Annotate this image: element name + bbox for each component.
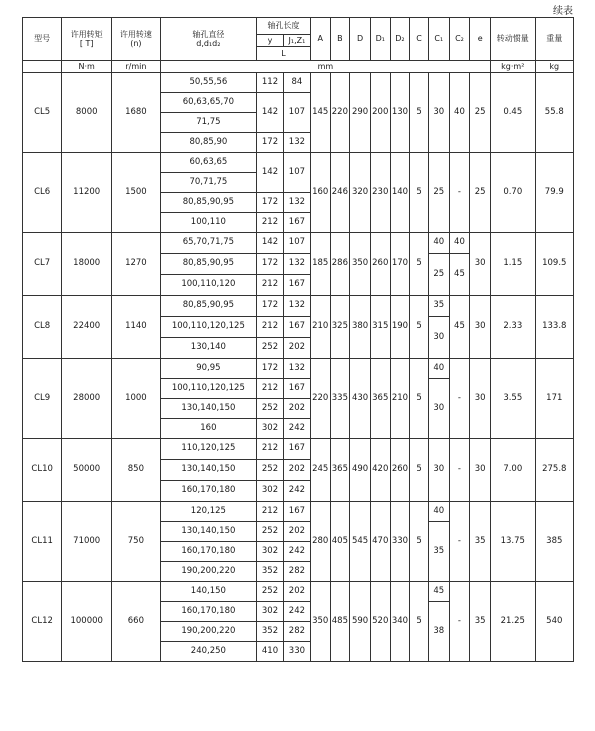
cell-y: 302 [257,419,284,439]
cell-inertia: 0.70 [491,153,536,233]
cell-bore-diameter: 60,63,65 [160,153,256,173]
cell-C1: 25 [428,153,449,233]
cell-y: 302 [257,602,284,622]
cell-j1z1: 132 [283,133,310,153]
cell-bore-diameter: 130,140,150 [160,399,256,419]
cell-e: 30 [470,296,491,359]
cell-bore-diameter: 80,85,90,95 [160,254,256,275]
cell-C2: - [449,359,470,439]
cell-bore-diameter: 160,170,180 [160,602,256,622]
cell-D1: 200 [370,73,390,153]
cell-bore-diameter: 110,120,125 [160,439,256,460]
cell-bore-diameter: 240,250 [160,642,256,662]
cell-j1z1: 132 [283,254,310,275]
unit-speed: r/min [112,61,161,73]
cell-j1z1: 202 [283,522,310,542]
cell-D: 590 [350,582,371,662]
cell-C1: 38 [428,602,449,662]
cell-model: CL11 [23,502,62,582]
cell-j1z1: 202 [283,399,310,419]
cell-bore-diameter: 160,170,180 [160,542,256,562]
cell-D: 290 [350,73,371,153]
cell-D: 430 [350,359,371,439]
cell-bore-diameter: 130,140,150 [160,460,256,481]
cell-model: CL7 [23,233,62,296]
cell-weight: 79.9 [535,153,573,233]
unit-inertia: kg·m² [491,61,536,73]
cell-C1: 40 [428,502,449,522]
cell-torque: 8000 [62,73,112,153]
cell-C: 5 [410,73,429,153]
cell-C: 5 [410,153,429,233]
header-D1: D₁ [370,18,390,61]
cell-j1z1: 202 [283,582,310,602]
cell-y: 252 [257,522,284,542]
cell-j1z1: 282 [283,562,310,582]
cell-D2: 130 [390,73,410,153]
cell-weight: 133.8 [535,296,573,359]
cell-C2: 45 [449,254,470,296]
cell-e: 35 [470,502,491,582]
cell-inertia: 0.45 [491,73,536,153]
cell-y: 252 [257,399,284,419]
cell-A: 160 [310,153,330,233]
cell-j1z1: 202 [283,460,310,481]
cell-C1: 40 [428,359,449,379]
cell-bore-diameter: 60,63,65,70 [160,93,256,113]
cell-inertia: 3.55 [491,359,536,439]
cell-e: 30 [470,439,491,502]
cell-D: 320 [350,153,371,233]
cell-e: 30 [470,359,491,439]
cell-j1z1: 167 [283,317,310,338]
cell-j1z1: 242 [283,542,310,562]
cell-D1: 260 [370,233,390,296]
header-C1: C₁ [428,18,449,61]
cell-torque: 18000 [62,233,112,296]
cell-j1z1: 167 [283,275,310,296]
cell-B: 286 [330,233,350,296]
cell-speed: 1000 [112,359,161,439]
cell-weight: 171 [535,359,573,439]
cell-C1: 30 [428,317,449,359]
header-bore-diameter: 轴孔直径 d,d₁d₂ [160,18,256,61]
header-speed: 许用转速 (n) [112,18,161,61]
cell-model: CL8 [23,296,62,359]
cell-y: 212 [257,213,284,233]
cell-bore-diameter: 130,140,150 [160,522,256,542]
cell-weight: 540 [535,582,573,662]
cell-bore-diameter: 160 [160,419,256,439]
header-torque: 许用转矩 [ T] [62,18,112,61]
header-L: L [257,47,311,61]
cell-D2: 260 [390,439,410,502]
cell-j1z1: 282 [283,622,310,642]
cell-A: 245 [310,439,330,502]
cell-D1: 365 [370,359,390,439]
cell-j1z1: 242 [283,602,310,622]
cell-C2: 40 [449,233,470,254]
cell-C1: 45 [428,582,449,602]
cell-D2: 210 [390,359,410,439]
cell-e: 25 [470,153,491,233]
cell-j1z1: 107 [283,153,310,193]
continued-label: 续表 [553,6,573,17]
cell-B: 220 [330,73,350,153]
cell-C2: - [449,582,470,662]
cell-C1: 30 [428,73,449,153]
header-bore-length: 轴孔长度 [257,18,311,35]
cell-weight: 385 [535,502,573,582]
header-B: B [330,18,350,61]
cell-y: 172 [257,193,284,213]
cell-speed: 660 [112,582,161,662]
cell-D: 350 [350,233,371,296]
cell-model: CL10 [23,439,62,502]
cell-y: 212 [257,317,284,338]
cell-D: 545 [350,502,371,582]
cell-bore-diameter: 120,125 [160,502,256,522]
cell-D: 490 [350,439,371,502]
header-D2: D₂ [390,18,410,61]
cell-y: 112 [257,73,284,93]
cell-bore-diameter: 80,85,90 [160,133,256,153]
cell-torque: 50000 [62,439,112,502]
cell-bore-diameter: 140,150 [160,582,256,602]
cell-e: 35 [470,582,491,662]
header-C2: C₂ [449,18,470,61]
cell-speed: 1500 [112,153,161,233]
cell-C: 5 [410,439,429,502]
cell-C1: 30 [428,439,449,502]
cell-bore-diameter: 70,71,75 [160,173,256,193]
cell-C1: 25 [428,254,449,296]
cell-bore-diameter: 100,110,120 [160,275,256,296]
cell-speed: 1140 [112,296,161,359]
cell-j1z1: 242 [283,481,310,502]
cell-C: 5 [410,296,429,359]
cell-inertia: 2.33 [491,296,536,359]
cell-j1z1: 132 [283,296,310,317]
cell-y: 410 [257,642,284,662]
cell-A: 185 [310,233,330,296]
cell-y: 172 [257,254,284,275]
cell-weight: 109.5 [535,233,573,296]
cell-y: 352 [257,562,284,582]
cell-y: 212 [257,439,284,460]
cell-bore-diameter: 90,95 [160,359,256,379]
cell-y: 142 [257,153,284,193]
cell-j1z1: 242 [283,419,310,439]
cell-B: 365 [330,439,350,502]
cell-bore-diameter: 100,110,120,125 [160,379,256,399]
header-weight: 重量 [535,18,573,61]
cell-y: 172 [257,133,284,153]
cell-bore-diameter: 100,110 [160,213,256,233]
header-y: y [257,35,284,47]
cell-inertia: 21.25 [491,582,536,662]
cell-torque: 71000 [62,502,112,582]
cell-model: CL9 [23,359,62,439]
cell-D2: 190 [390,296,410,359]
cell-C2: - [449,153,470,233]
cell-weight: 55.8 [535,73,573,153]
header-D: D [350,18,371,61]
cell-j1z1: 132 [283,193,310,213]
cell-bore-diameter: 100,110,120,125 [160,317,256,338]
cell-speed: 1680 [112,73,161,153]
cell-torque: 100000 [62,582,112,662]
cell-C2: - [449,439,470,502]
cell-y: 252 [257,582,284,602]
cell-j1z1: 167 [283,379,310,399]
cell-bore-diameter: 190,200,220 [160,622,256,642]
cell-bore-diameter: 71,75 [160,113,256,133]
cell-D1: 230 [370,153,390,233]
cell-A: 210 [310,296,330,359]
cell-bore-diameter: 130,140 [160,338,256,359]
cell-C2: 45 [449,296,470,359]
cell-C: 5 [410,233,429,296]
cell-y: 252 [257,460,284,481]
cell-j1z1: 84 [283,73,310,93]
cell-C: 5 [410,502,429,582]
unit-mm: mm [160,61,490,73]
cell-bore-diameter: 190,200,220 [160,562,256,582]
cell-speed: 850 [112,439,161,502]
cell-y: 172 [257,296,284,317]
cell-inertia: 13.75 [491,502,536,582]
cell-j1z1: 167 [283,213,310,233]
cell-D: 380 [350,296,371,359]
cell-C2: - [449,502,470,582]
cell-j1z1: 167 [283,439,310,460]
cell-y: 212 [257,275,284,296]
cell-torque: 11200 [62,153,112,233]
cell-e: 25 [470,73,491,153]
cell-C: 5 [410,582,429,662]
cell-e: 30 [470,233,491,296]
cell-bore-diameter: 80,85,90,95 [160,193,256,213]
cell-C1: 30 [428,379,449,439]
cell-j1z1: 167 [283,502,310,522]
cell-j1z1: 132 [283,359,310,379]
unit-weight: kg [535,61,573,73]
cell-A: 280 [310,502,330,582]
cell-inertia: 7.00 [491,439,536,502]
cell-D2: 140 [390,153,410,233]
cell-y: 212 [257,379,284,399]
coupling-spec-table [22,17,574,662]
cell-y: 212 [257,502,284,522]
cell-D2: 330 [390,502,410,582]
cell-B: 335 [330,359,350,439]
header-C: C [410,18,429,61]
cell-B: 325 [330,296,350,359]
cell-A: 350 [310,582,330,662]
cell-y: 142 [257,93,284,133]
cell-model: CL6 [23,153,62,233]
cell-B: 246 [330,153,350,233]
header-inertia: 转动惯量 [491,18,536,61]
cell-D1: 315 [370,296,390,359]
cell-j1z1: 330 [283,642,310,662]
cell-bore-diameter: 160,170,180 [160,481,256,502]
cell-y: 142 [257,233,284,254]
cell-y: 352 [257,622,284,642]
cell-bore-diameter: 50,55,56 [160,73,256,93]
cell-model: CL5 [23,73,62,153]
cell-j1z1: 202 [283,338,310,359]
cell-D1: 470 [370,502,390,582]
cell-bore-diameter: 65,70,71,75 [160,233,256,254]
cell-A: 220 [310,359,330,439]
cell-speed: 1270 [112,233,161,296]
cell-C1: 35 [428,522,449,582]
cell-C1: 40 [428,233,449,254]
header-model: 型号 [23,18,62,61]
cell-model: CL12 [23,582,62,662]
cell-torque: 28000 [62,359,112,439]
header-e: e [470,18,491,61]
cell-A: 145 [310,73,330,153]
cell-j1z1: 107 [283,93,310,133]
cell-speed: 750 [112,502,161,582]
cell-j1z1: 107 [283,233,310,254]
header-j1z1: J₁,Z₁ [283,35,310,47]
cell-y: 172 [257,359,284,379]
header-A: A [310,18,330,61]
cell-inertia: 1.15 [491,233,536,296]
cell-D1: 520 [370,582,390,662]
cell-C: 5 [410,359,429,439]
cell-weight: 275.8 [535,439,573,502]
unit-torque: N·m [62,61,112,73]
cell-B: 405 [330,502,350,582]
cell-C1: 35 [428,296,449,317]
cell-D2: 170 [390,233,410,296]
cell-D2: 340 [390,582,410,662]
cell-y: 252 [257,338,284,359]
cell-torque: 22400 [62,296,112,359]
cell-B: 485 [330,582,350,662]
cell-C2: 40 [449,73,470,153]
cell-y: 302 [257,542,284,562]
cell-bore-diameter: 80,85,90,95 [160,296,256,317]
cell-y: 302 [257,481,284,502]
cell-D1: 420 [370,439,390,502]
